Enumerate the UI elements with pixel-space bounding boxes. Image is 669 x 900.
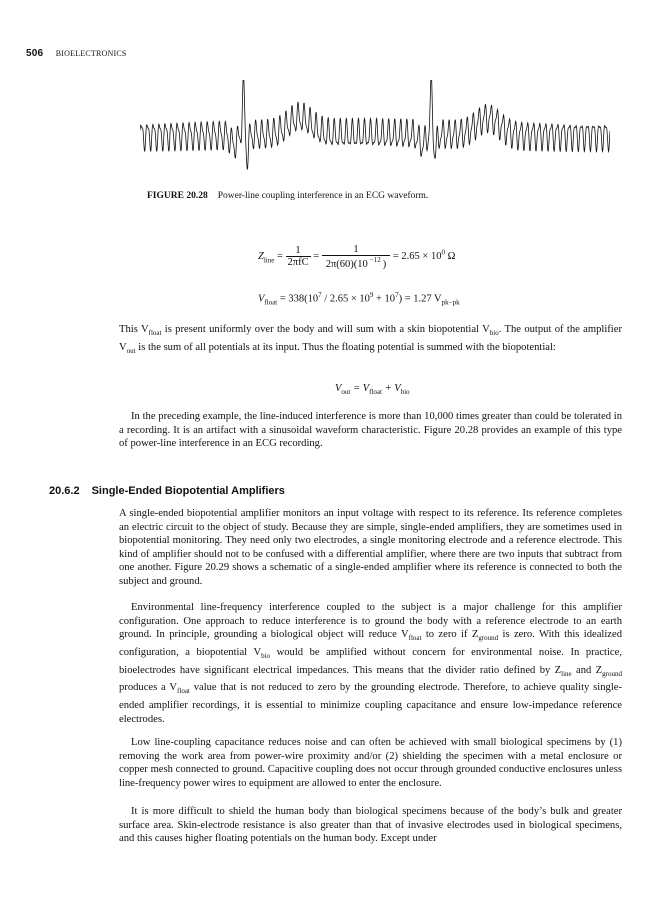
paragraph-environmental-interference: Environmental line-frequency interference coupled to the subject is a major challenge for this amplifier configuration. One approach to reduce interference is to ground the body with a reference electrode to an earth ground. In principle, grounding a biological object will reduce $V_{float}$ to zero if $Z_{ground}$ is zero. With this idealized configuration, a biopotential $V_{bio}$ would be amplified without concern for environmental noise. In practice, bioelectrodes have significant electrical impedances. This means that the divider ratio defined by $Z_{line}$ and $Z_{ground}$ produces a $V_{float}$ value that is not reduced to zero by the grounding electrode. Therefore, to achieve quality single-ended amplifier recordings, it is essential to minimize coupling capacitance and ensure low-impedance reference electrodes. <box>119 602 622 725</box>
figure-caption-text: Power-line coupling interference in an ECG waveform. <box>217 191 429 201</box>
figure-caption <box>147 191 428 201</box>
fraction-2: $\frac{1}{2\pi(60)(10 ^{-12} )}$ <box>322 244 391 270</box>
section-number: 20.6.2 <box>49 485 80 497</box>
paragraph-low-capacitance: Low line-coupling capacitance reduces noise and can often be achieved with small biological specimens by (1) removing the work area from power-wire proximity and/or (2) shielding the specimen with a metal enclosure or copper mesh connected to ground. Capacitive coupling does not occur through grounded conductive enclosures unless line-frequency power wires to equipment are allowed to enter the enclosure. <box>119 737 622 789</box>
ecg-waveform-figure <box>140 80 610 175</box>
page-number: 506 <box>26 48 44 59</box>
paragraph-interference-example: In the preceding example, the line-induced interference is more than 10,000 times greater than could be tolerated in a recording. It is an artifact with a sinusoidal waveform characteristic. Figure 20.28 provides an example of this type of power-line interference in an ECG recording. <box>119 411 622 450</box>
paragraph-float-sum: This $V_{float}$ is present uniformly over the body and will sum with a skin biopotential $V_{bio}$. The output of the amplifier $V_{out}$ is the sum of all potentials at its input. Thus the floating potential is summed with the biopotential: <box>119 324 622 355</box>
ecg-trace-line <box>140 80 610 170</box>
figure-label: FIGURE 20.28 <box>147 191 208 201</box>
paragraph-single-ended-intro: A single-ended biopotential amplifier monitors an input voltage with respect to its reference. Its reference completes an electric circuit to the object of study. Because they are simple, single-ended amplifiers, they are sometimes used in biopotential monitoring. They need only two electrodes, a single monitoring electrode and a reference electrode. This kind of amplifier should not to be confused with a differential amplifier, where there are two inputs that subtract from one another. Figure 20.29 shows a schematic of a single-ended amplifier where its reference is connected to both the subject and ground. <box>119 508 622 587</box>
fraction-1: $\frac{1}{\text{2πfC}}$ <box>287 245 309 269</box>
equation-v-out: $V_{out} = V_{float} + V_{bio}$ <box>335 383 410 397</box>
section-heading <box>49 485 285 497</box>
equation-v-float: $V_{float} = 338(10^7 / 2.65 \times 10^9 + 10^7) = 1.27$ $V_{pk-pk}$ <box>258 291 460 307</box>
running-title: BIOELECTRONICS <box>55 49 127 58</box>
section-title: Single-Ended Biopotential Amplifiers <box>91 485 285 497</box>
equation-z-line: $Z_{line}$ = $\frac{1}{\text{2πfC}}$ = $\frac{1}{2\pi(60)(10 ^{-12} )}$ = $2.65 \times 10^0$ Ω <box>258 244 456 270</box>
paragraph-human-body-shielding: It is more difficult to shield the human body than biological specimens because of the body’s bulk and greater surface area. Skin-electrode resistance is also greater than that of invasive electrodes used in biological specimens, and this causes higher floating potentials on the human body. Except under <box>119 806 622 845</box>
running-header <box>26 48 127 59</box>
